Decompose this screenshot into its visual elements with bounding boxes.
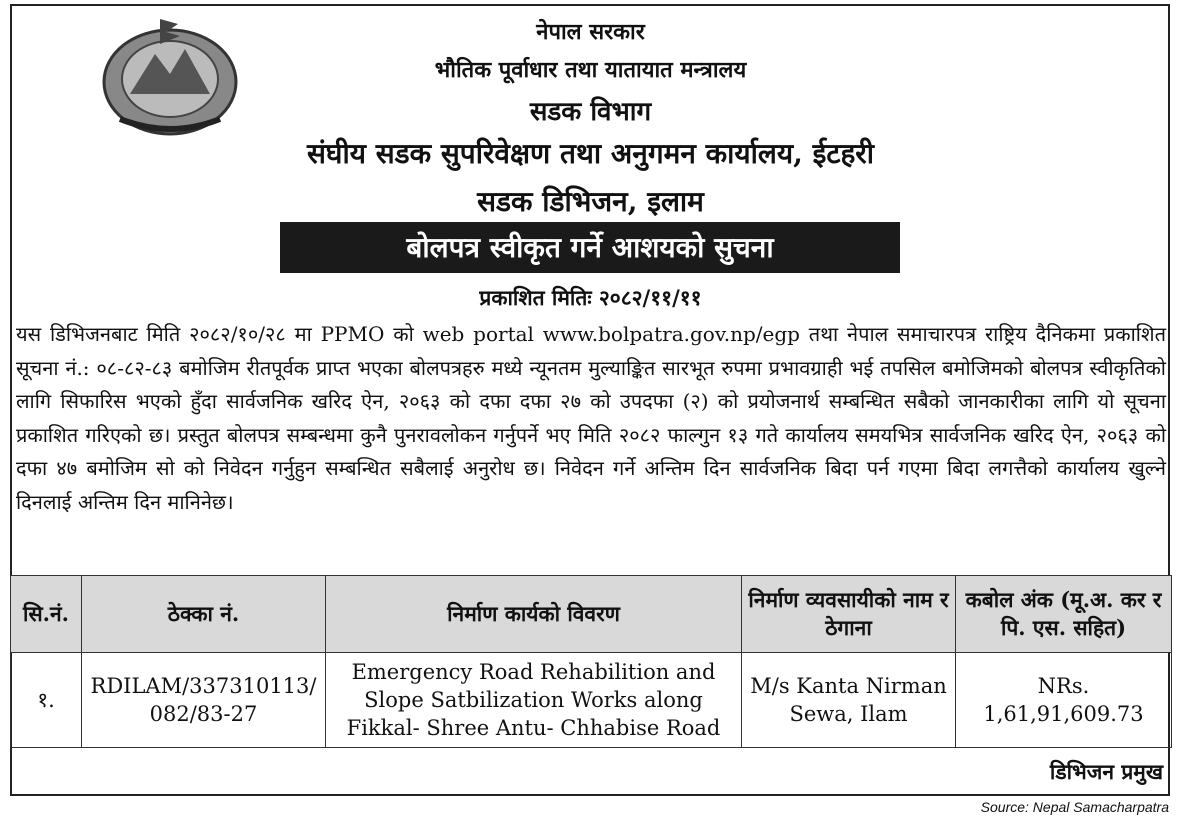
- notice-banner: बोलपत्र स्वीकृत गर्ने आशयको सुचना: [280, 222, 900, 273]
- ministry-title: भौतिक पूर्वाधार तथा यातायात मन्त्रालय: [434, 57, 747, 83]
- col-bid-amount: कबोल अंक (मू.अ. कर र पि. एस. सहित): [956, 576, 1172, 653]
- government-title: नेपाल सरकार: [536, 19, 645, 45]
- source-credit: Source: Nepal Samacharpatra: [980, 799, 1169, 815]
- published-date: प्रकाशित मितिः २०८२/११/११: [479, 285, 702, 310]
- table-row: [11, 653, 1172, 748]
- cell-serial: १.: [11, 653, 82, 748]
- cell-work-description: Emergency Road Rehabilition and Slope Satbilization Works along Fikkal- Shree Antu- Chhabise Road: [326, 653, 742, 748]
- table-header-row: [11, 576, 1172, 653]
- col-contract-no: ठेक्का नं.: [82, 576, 326, 653]
- signature: डिभिजन प्रमुख: [1049, 759, 1163, 784]
- award-table: [10, 575, 1172, 748]
- col-work-description: निर्माण कार्यको विवरण: [326, 576, 742, 653]
- cell-contract-no: RDILAM/337310113/ 082/83-27: [82, 653, 326, 748]
- cell-bid-amount: NRs. 1,61,91,609.73: [956, 653, 1172, 748]
- col-serial: सि.नं.: [11, 576, 82, 653]
- division-title: सडक डिभिजन, इलाम: [477, 185, 704, 218]
- office-title: संघीय सडक सुपरिवेक्षण तथा अनुगमन कार्यालय, ईटहरी: [306, 137, 875, 170]
- col-contractor: निर्माण व्यवसायीको नाम र ठेगाना: [742, 576, 956, 653]
- notice-body: यस डिभिजनबाट मिति २०८२/१०/२८ मा PPMO को web portal www.bolpatra.gov.np/egp तथा नेपाल समाचारपत्र राष्ट्रिय दैनिकमा प्रकाशित सूचना नं.: ०८-८२-८३ बमोजिम रीतपूर्वक प्राप्त भएका बोलपत्रहरु मध्ये न्यूनतम मुल्याङ्कित सारभूत रुपमा प्रभावग्राही भई तपसिल बमोजिमको बोलपत्र स्वीकृतिको लागि सिफारिस भएको हुँदा सार्वजनिक खरिद ऐन, २०६३ को दफा दफा २७ को उपदफा (२) को प्रयोजनार्थ सम्बन्धित सबैको जानकारीका लागि यो सूचना प्रकाशित गरिएको छ। प्रस्तुत बोलपत्र सम्बन्धमा कुनै पुनरावलोकन गर्नुपर्ने भए मिति २०८२ फाल्गुन १३ गते कार्यालय समयभित्र सार्वजनिक खरिद ऐन, २०६३ को दफा ४७ बमोजिम सो को निवेदन गर्नुहुन सम्बन्धित सबैलाई अनुरोध छ। निवेदन गर्ने अन्तिम दिन सार्वजनिक बिदा पर्न गएमा बिदा लगत्तैको कार्यालय खुल्ने दिनलाई अन्तिम दिन मानिनेछ।: [16, 322, 1166, 514]
- cell-contractor: M/s Kanta Nirman Sewa, Ilam: [742, 653, 956, 748]
- department-title: सडक विभाग: [529, 97, 652, 127]
